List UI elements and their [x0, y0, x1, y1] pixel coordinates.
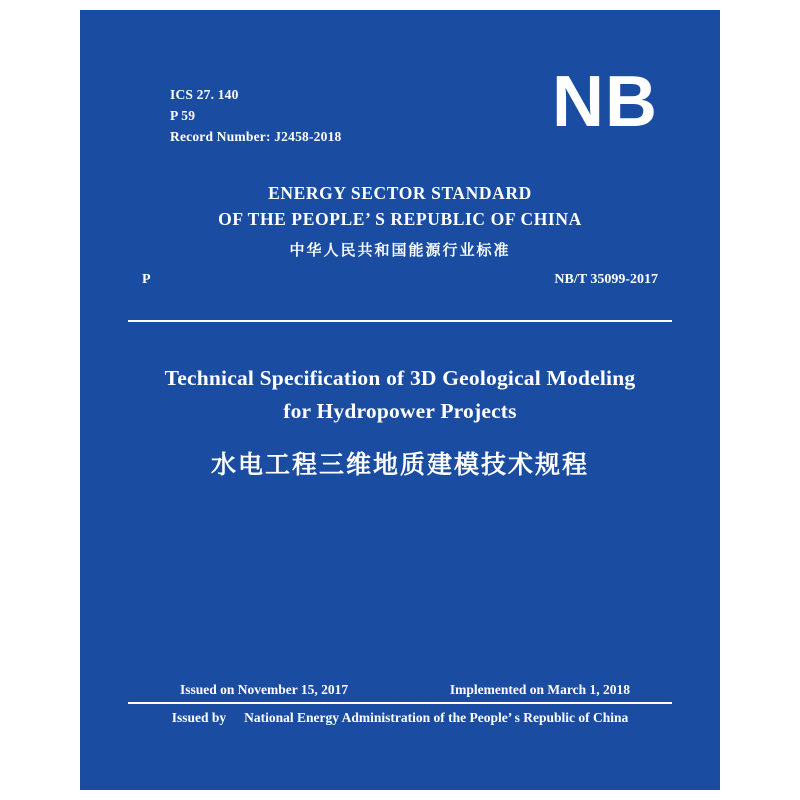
standard-heading-chinese: 中华人民共和国能源行业标准	[289, 242, 511, 259]
nb-logo: NB	[552, 62, 658, 142]
code-row	[142, 272, 658, 288]
issuer-row	[80, 710, 720, 726]
title-english-line1: Technical Specification of 3D Geological Modeling	[164, 366, 636, 390]
title-chinese: 水电工程三维地质建模技术规程	[210, 451, 589, 479]
record-number: Record Number: J2458-2018	[170, 128, 342, 144]
issuer-name: National Energy Administration of the People’ s Republic of China	[244, 710, 629, 725]
issuer-label: Issued by	[171, 710, 227, 725]
standard-heading-line1: ENERGY SECTOR STANDARD	[268, 183, 532, 203]
classification-code: P 59	[170, 107, 196, 123]
implementation-date: Implemented on March 1, 2018	[449, 682, 630, 697]
standard-number: NB/T 35099-2017	[554, 272, 658, 287]
dates-row	[180, 682, 630, 698]
issue-date: Issued on November 15, 2017	[180, 682, 349, 697]
divider-bottom	[128, 702, 672, 704]
standard-heading	[80, 180, 720, 260]
divider-top	[128, 320, 672, 322]
title-english-line2: for Hydropower Projects	[283, 399, 517, 424]
standard-heading-line2: OF THE PEOPLE’ S REPUBLIC OF CHINA	[218, 209, 582, 230]
cover-meta-block	[170, 85, 341, 148]
document-title-block	[80, 362, 720, 481]
category-letter: P	[142, 272, 151, 287]
ics-code: ICS 27. 140	[170, 87, 239, 102]
standard-cover	[80, 10, 720, 790]
